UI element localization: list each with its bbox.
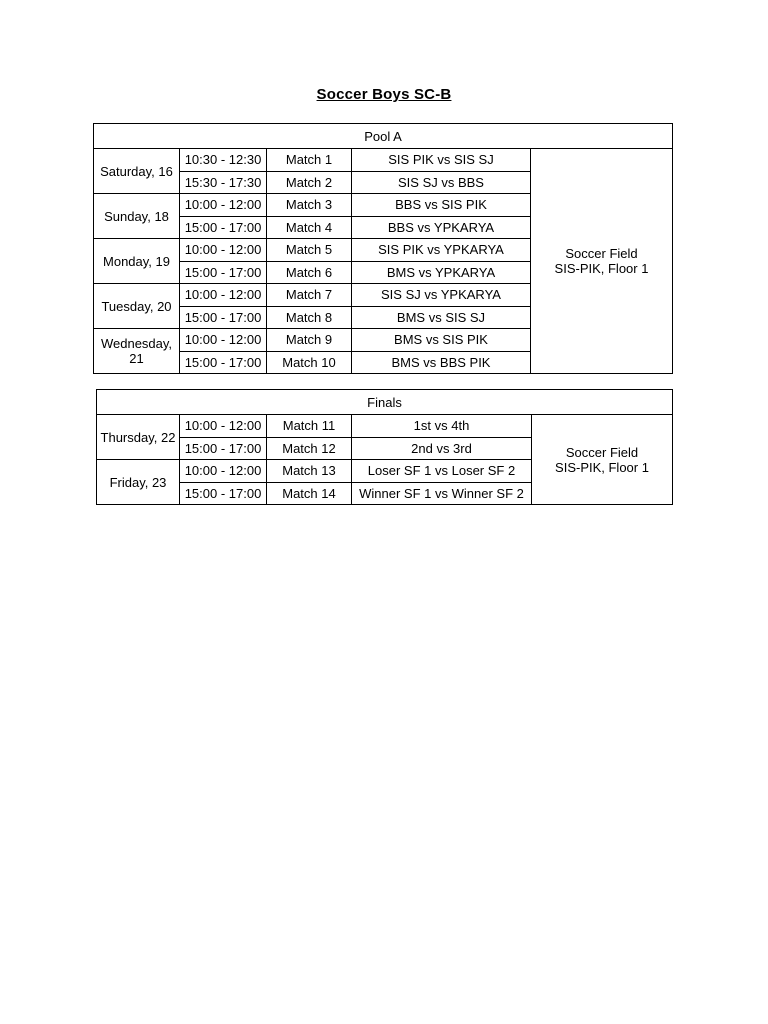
time-cell: 10:00 - 12:00 [180,415,267,438]
match-cell: Match 5 [267,239,352,262]
time-cell: 10:00 - 12:00 [180,460,267,483]
match-cell: Match 4 [267,216,352,239]
day-cell: Friday, 23 [97,460,180,505]
teams-cell: BMS vs YPKARYA [352,261,531,284]
match-cell: Match 9 [267,329,352,352]
teams-cell: Winner SF 1 vs Winner SF 2 [352,482,532,505]
match-cell: Match 10 [267,351,352,374]
match-cell: Match 3 [267,194,352,217]
venue-line: SIS-PIK, Floor 1 [554,261,649,276]
teams-cell: BBS vs SIS PIK [352,194,531,217]
finals-header: Finals [97,390,673,415]
venue-cell [531,149,673,374]
match-cell: Match 12 [267,437,352,460]
time-cell: 15:30 - 17:30 [180,171,267,194]
day-cell: Tuesday, 20 [94,284,180,329]
time-cell: 15:00 - 17:00 [180,306,267,329]
table-header-row [94,124,673,149]
teams-cell: BBS vs YPKARYA [352,216,531,239]
time-cell: 10:00 - 12:00 [180,284,267,307]
day-line: 21 [129,351,144,366]
page-title: Soccer Boys SC-B [316,86,452,103]
match-cell: Match 1 [267,149,352,172]
day-cell: Saturday, 16 [94,149,180,194]
match-cell: Match 14 [267,482,352,505]
teams-cell: 2nd vs 3rd [352,437,532,460]
venue-line: SIS-PIK, Floor 1 [555,459,649,475]
pool-header: Pool A [94,124,673,149]
day-cell [94,329,180,374]
day-cell: Monday, 19 [94,239,180,284]
teams-cell: SIS SJ vs BBS [352,171,531,194]
teams-cell: BMS vs SIS SJ [352,306,531,329]
time-cell: 10:30 - 12:30 [180,149,267,172]
venue-line: Soccer Field [565,246,638,261]
time-cell: 10:00 - 12:00 [180,239,267,262]
match-cell: Match 6 [267,261,352,284]
table-header-row [97,390,673,415]
time-cell: 15:00 - 17:00 [180,482,267,505]
teams-cell: BMS vs SIS PIK [352,329,531,352]
teams-cell: SIS PIK vs SIS SJ [352,149,531,172]
teams-cell: SIS SJ vs YPKARYA [352,284,531,307]
teams-cell: 1st vs 4th [352,415,532,438]
teams-cell: SIS PIK vs YPKARYA [352,239,531,262]
time-cell: 15:00 - 17:00 [180,351,267,374]
time-cell: 15:00 - 17:00 [180,216,267,239]
time-cell: 10:00 - 12:00 [180,329,267,352]
day-line: Wednesday, [100,336,173,351]
match-cell: Match 8 [267,306,352,329]
pool-a-schedule-table [93,123,673,374]
table-row [97,415,673,438]
day-cell: Thursday, 22 [97,415,180,460]
day-cell: Sunday, 18 [94,194,180,239]
time-cell: 10:00 - 12:00 [180,194,267,217]
venue-line: Soccer Field [565,444,639,460]
time-cell: 15:00 - 17:00 [180,261,267,284]
teams-cell: Loser SF 1 vs Loser SF 2 [352,460,532,483]
match-cell: Match 7 [267,284,352,307]
match-cell: Match 13 [267,460,352,483]
match-cell: Match 11 [267,415,352,438]
teams-cell: BMS vs BBS PIK [352,351,531,374]
time-cell: 15:00 - 17:00 [180,437,267,460]
match-cell: Match 2 [267,171,352,194]
venue-cell [532,415,673,505]
table-row [94,149,673,172]
finals-schedule-table [96,389,673,505]
